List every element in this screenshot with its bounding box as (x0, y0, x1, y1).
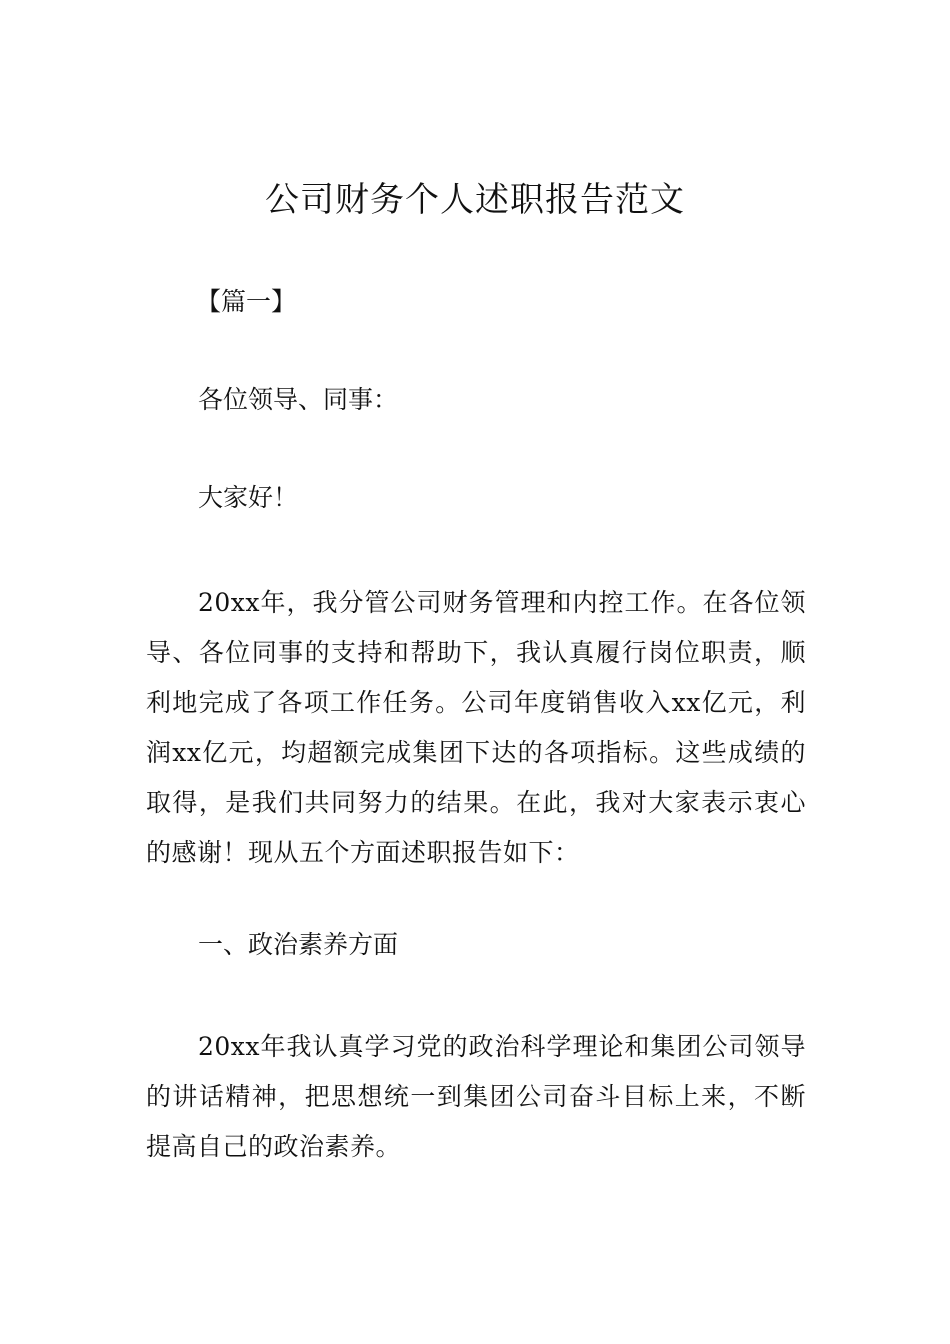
section-heading-political-quality: 一、政治素养方面 (198, 930, 399, 959)
greeting: 大家好！ (198, 483, 299, 512)
body-paragraph-2: 20xx年我认真学习党的政治科学理论和集团公司领导的讲话精神，把思想统一到集团公司奋斗目标上来，不断提高自己的政治素养。 (146, 1032, 806, 1161)
document-title: 公司财务个人述职报告范文 (265, 180, 685, 220)
body-paragraph-1: 20xx年，我分管公司财务管理和内控工作。在各位领导、各位同事的支持和帮助下，我认真履行岗位职责，顺利地完成了各项工作任务。公司年度销售收入xx亿元，利润xx亿元，均超额完成集团下达的各项指标。这些成绩的取得，是我们共同努力的结果。在此，我对大家表示衷心的感谢！现从五个方面述职报告如下： (146, 588, 806, 867)
salutation: 各位领导、同事： (198, 385, 399, 414)
section-label: 【篇一】 (196, 287, 297, 316)
